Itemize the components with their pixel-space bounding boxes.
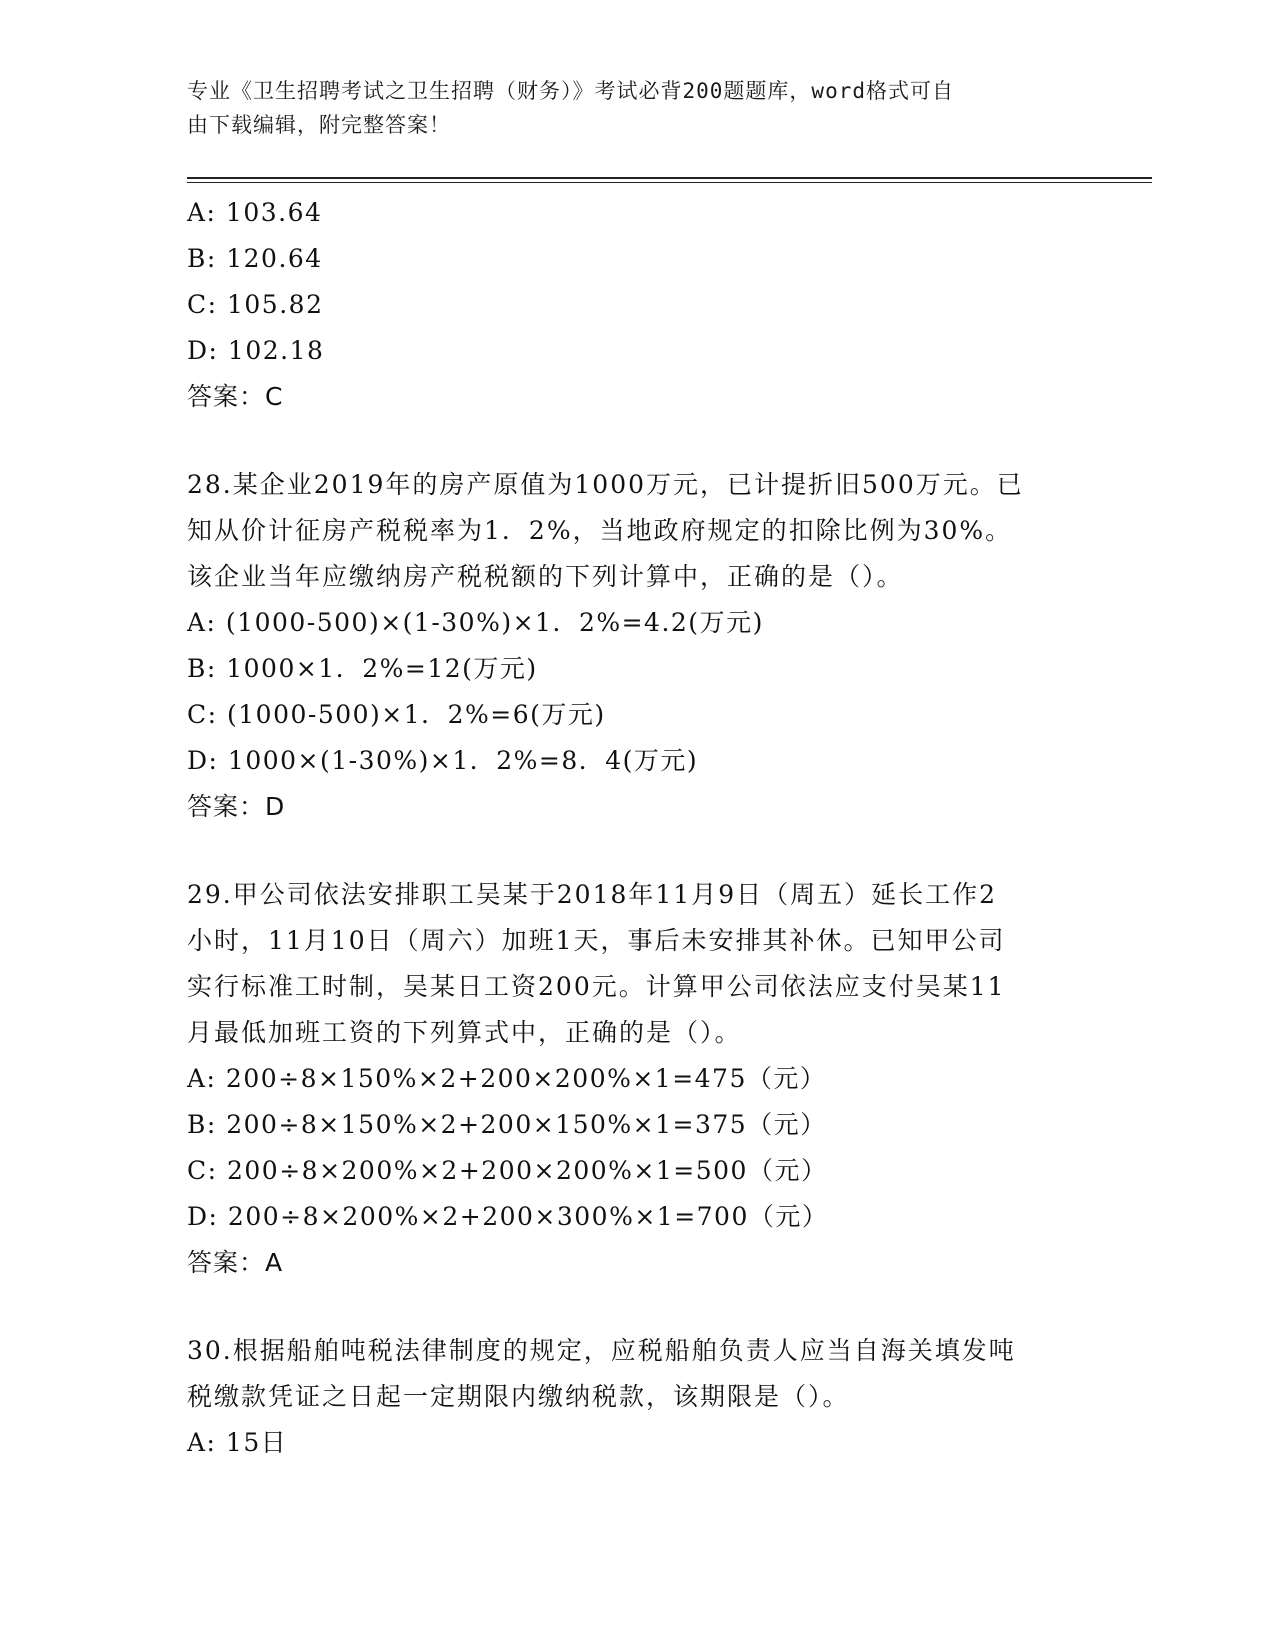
- question-28-options: [187, 600, 1087, 830]
- option-d: D: 102.18: [187, 336, 325, 365]
- question-text-line: 知从价计征房产税税率为1．2%，当地政府规定的扣除比例为30%。: [187, 516, 1013, 545]
- option-c: C: 200÷8×200%×2+200×200%×1=500（元）: [187, 1156, 828, 1185]
- question-text-line: 税缴款凭证之日起一定期限内缴纳税款，该期限是（）。: [187, 1382, 850, 1411]
- answer-line: 答案：D: [187, 792, 286, 821]
- option-a: A: 15日: [187, 1428, 288, 1457]
- question-29-block: [187, 872, 1087, 1056]
- option-b: B: 1000×1．2%=12(万元): [187, 654, 538, 683]
- document-body: [187, 190, 1087, 1466]
- option-d: D: 1000×(1-30%)×1．2%=8．4(万元): [187, 746, 699, 775]
- question-text-line: 月最低加班工资的下列算式中，正确的是（）。: [187, 1018, 742, 1047]
- answer-line: 答案：C: [187, 382, 284, 411]
- option-d: D: 200÷8×200%×2+200×300%×1=700（元）: [187, 1202, 829, 1231]
- header-line-1: 专业《卫生招聘考试之卫生招聘（财务）》考试必背200题题库，word格式可自: [187, 79, 954, 103]
- header-divider-thick: [187, 177, 1152, 179]
- answer-line: 答案：A: [187, 1248, 284, 1277]
- option-b: B: 200÷8×150%×2+200×150%×1=375（元）: [187, 1110, 827, 1139]
- spacer: [187, 420, 1087, 462]
- question-text-line: 29.甲公司依法安排职工吴某于2018年11月9日（周五）延长工作2: [187, 880, 998, 909]
- spacer: [187, 830, 1087, 872]
- question-27-block: [187, 190, 1087, 420]
- option-a: A: 103.64: [187, 198, 323, 227]
- question-30-block: [187, 1328, 1087, 1420]
- option-b: B: 120.64: [187, 244, 323, 273]
- header-divider-thin: [187, 182, 1152, 183]
- question-28-block: [187, 462, 1087, 600]
- header-line-2: 由下载编辑，附完整答案！: [187, 113, 451, 137]
- question-30-options: [187, 1420, 1087, 1466]
- question-text-line: 小时，11月10日（周六）加班1天，事后未安排其补休。已知甲公司: [187, 926, 1006, 955]
- question-text-line: 30.根据船舶吨税法律制度的规定，应税船舶负责人应当自海关填发吨: [187, 1336, 1016, 1365]
- document-header: [187, 74, 1067, 142]
- question-29-options: [187, 1056, 1087, 1286]
- option-c: C: 105.82: [187, 290, 324, 319]
- spacer: [187, 1286, 1087, 1328]
- option-a: A: (1000-500)×(1-30%)×1．2%=4.2(万元): [187, 608, 764, 637]
- question-text-line: 28.某企业2019年的房产原值为1000万元，已计提折旧500万元。已: [187, 470, 1024, 499]
- option-c: C: (1000-500)×1．2%=6(万元): [187, 700, 606, 729]
- question-text-line: 实行标准工时制，吴某日工资200元。计算甲公司依法应支付吴某11: [187, 972, 1006, 1001]
- option-a: A: 200÷8×150%×2+200×200%×1=475（元）: [187, 1064, 827, 1093]
- question-text-line: 该企业当年应缴纳房产税税额的下列计算中，正确的是（）。: [187, 562, 904, 591]
